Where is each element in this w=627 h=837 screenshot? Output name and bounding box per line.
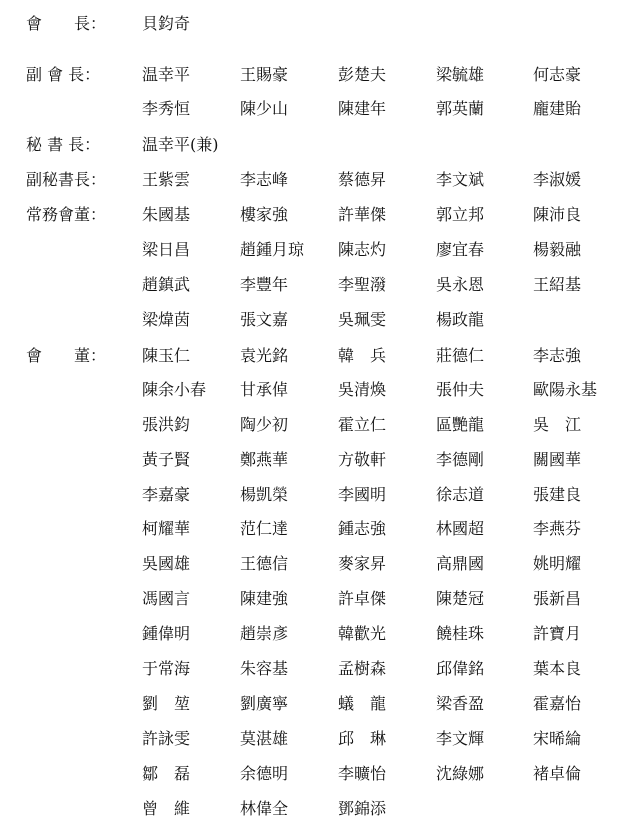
roster-row bbox=[0, 268, 627, 302]
member-name: 柯耀華 bbox=[142, 519, 191, 538]
member-name: 趙鎮武 bbox=[142, 275, 191, 294]
roster-row bbox=[0, 198, 627, 232]
member-name: 孟樹森 bbox=[338, 659, 387, 678]
member-name: 李文斌 bbox=[436, 170, 485, 189]
section-label: 會 長： bbox=[26, 14, 107, 33]
member-name: 徐志道 bbox=[436, 485, 485, 504]
member-name: 饒桂珠 bbox=[436, 624, 485, 643]
member-name: 趙鍾月琼 bbox=[240, 240, 305, 259]
member-name: 宋晞綸 bbox=[533, 729, 582, 748]
member-name: 甘承倬 bbox=[240, 380, 289, 399]
member-name: 吳永恩 bbox=[436, 275, 485, 294]
section-label: 秘 書 長： bbox=[26, 135, 101, 154]
member-name: 方敬軒 bbox=[338, 450, 387, 469]
member-name: 許詠雯 bbox=[142, 729, 191, 748]
member-name: 梁日昌 bbox=[142, 240, 191, 259]
member-name: 蟻 龍 bbox=[338, 694, 387, 713]
member-name: 邱偉銘 bbox=[436, 659, 485, 678]
member-name: 曾 維 bbox=[142, 799, 191, 818]
member-name: 莫湛雄 bbox=[240, 729, 289, 748]
member-name: 王紹基 bbox=[533, 275, 582, 294]
member-name: 朱容基 bbox=[240, 659, 289, 678]
member-name: 温幸平(兼) bbox=[142, 135, 219, 154]
section-label: 副 會 長： bbox=[26, 65, 101, 84]
member-name: 李秀恒 bbox=[142, 99, 191, 118]
member-name: 麥家昇 bbox=[338, 554, 387, 573]
member-name: 張仲夫 bbox=[436, 380, 485, 399]
member-name: 張新昌 bbox=[533, 589, 582, 608]
member-name: 霍立仁 bbox=[338, 415, 387, 434]
member-name: 陳沛良 bbox=[533, 205, 582, 224]
member-name: 韓 兵 bbox=[338, 346, 387, 365]
member-name: 李聖潑 bbox=[338, 275, 387, 294]
roster-row bbox=[0, 547, 627, 581]
member-name: 陳建年 bbox=[338, 99, 387, 118]
member-name: 王賜豪 bbox=[240, 65, 289, 84]
roster-row bbox=[0, 792, 627, 826]
section-label: 常務會董： bbox=[26, 205, 107, 224]
member-name: 鍾志強 bbox=[338, 519, 387, 538]
member-name: 劉 堃 bbox=[142, 694, 191, 713]
member-name: 許寶月 bbox=[533, 624, 582, 643]
roster-row bbox=[0, 128, 627, 162]
member-name: 于常海 bbox=[142, 659, 191, 678]
member-name: 龐建貽 bbox=[533, 99, 582, 118]
member-name: 林偉全 bbox=[240, 799, 289, 818]
member-name: 姚明耀 bbox=[533, 554, 582, 573]
member-name: 李曠怡 bbox=[338, 764, 387, 783]
member-name: 陳志灼 bbox=[338, 240, 387, 259]
member-name: 莊德仁 bbox=[436, 346, 485, 365]
member-name: 李國明 bbox=[338, 485, 387, 504]
roster-row bbox=[0, 92, 627, 126]
member-name: 梁香盈 bbox=[436, 694, 485, 713]
roster-row bbox=[0, 163, 627, 197]
member-name: 陳楚冠 bbox=[436, 589, 485, 608]
member-name: 李豐年 bbox=[240, 275, 289, 294]
member-name: 彭楚夫 bbox=[338, 65, 387, 84]
member-name: 歐陽永基 bbox=[533, 380, 598, 399]
member-name: 鄧錦添 bbox=[338, 799, 387, 818]
member-name: 張文嘉 bbox=[240, 310, 289, 329]
member-name: 區艷龍 bbox=[436, 415, 485, 434]
member-name: 鄭燕華 bbox=[240, 450, 289, 469]
member-name: 陳余小春 bbox=[142, 380, 207, 399]
roster-row bbox=[0, 652, 627, 686]
member-name: 郭英蘭 bbox=[436, 99, 485, 118]
member-name: 陶少初 bbox=[240, 415, 289, 434]
member-name: 李志強 bbox=[533, 346, 582, 365]
member-name: 褚卓倫 bbox=[533, 764, 582, 783]
member-name: 温幸平 bbox=[142, 65, 191, 84]
member-name: 李志峰 bbox=[240, 170, 289, 189]
member-name: 吳國雄 bbox=[142, 554, 191, 573]
roster-row bbox=[0, 58, 627, 92]
member-name: 范仁達 bbox=[240, 519, 289, 538]
member-name: 楊凱榮 bbox=[240, 485, 289, 504]
roster-row bbox=[0, 582, 627, 616]
member-name: 沈綠娜 bbox=[436, 764, 485, 783]
roster-row bbox=[0, 443, 627, 477]
member-name: 林國超 bbox=[436, 519, 485, 538]
member-name: 廖宜春 bbox=[436, 240, 485, 259]
member-name: 貝鈞奇 bbox=[142, 14, 191, 33]
member-name: 朱國基 bbox=[142, 205, 191, 224]
member-name: 葉本良 bbox=[533, 659, 582, 678]
member-name: 蔡德昇 bbox=[338, 170, 387, 189]
member-name: 張洪鈞 bbox=[142, 415, 191, 434]
member-name: 馮國言 bbox=[142, 589, 191, 608]
member-name: 張建良 bbox=[533, 485, 582, 504]
member-name: 何志豪 bbox=[533, 65, 582, 84]
roster-row bbox=[0, 617, 627, 651]
roster-row bbox=[0, 722, 627, 756]
roster-row bbox=[0, 512, 627, 546]
member-name: 吳清煥 bbox=[338, 380, 387, 399]
roster-row bbox=[0, 233, 627, 267]
roster-row bbox=[0, 757, 627, 791]
roster-row bbox=[0, 7, 627, 41]
roster-row bbox=[0, 478, 627, 512]
member-name: 邱 琳 bbox=[338, 729, 387, 748]
member-name: 許卓傑 bbox=[338, 589, 387, 608]
member-name: 鄒 磊 bbox=[142, 764, 191, 783]
roster-row bbox=[0, 687, 627, 721]
member-name: 吳 江 bbox=[533, 415, 582, 434]
member-name: 梁煒茵 bbox=[142, 310, 191, 329]
member-name: 王德信 bbox=[240, 554, 289, 573]
member-name: 吳珮雯 bbox=[338, 310, 387, 329]
member-name: 楊政龍 bbox=[436, 310, 485, 329]
roster-row bbox=[0, 373, 627, 407]
member-name: 霍嘉怡 bbox=[533, 694, 582, 713]
member-name: 陳玉仁 bbox=[142, 346, 191, 365]
member-name: 陳少山 bbox=[240, 99, 289, 118]
member-name: 高鼎國 bbox=[436, 554, 485, 573]
member-name: 余德明 bbox=[240, 764, 289, 783]
roster-row bbox=[0, 303, 627, 337]
member-name: 郭立邦 bbox=[436, 205, 485, 224]
member-name: 袁光銘 bbox=[240, 346, 289, 365]
roster-row bbox=[0, 408, 627, 442]
roster-row bbox=[0, 339, 627, 373]
member-name: 陳建強 bbox=[240, 589, 289, 608]
section-label: 會 董： bbox=[26, 346, 107, 365]
member-name: 楊毅融 bbox=[533, 240, 582, 259]
member-name: 劉廣寧 bbox=[240, 694, 289, 713]
member-name: 李燕芬 bbox=[533, 519, 582, 538]
member-name: 李文輝 bbox=[436, 729, 485, 748]
member-name: 關國華 bbox=[533, 450, 582, 469]
member-name: 李德剛 bbox=[436, 450, 485, 469]
member-name: 李淑媛 bbox=[533, 170, 582, 189]
member-name: 梁毓雄 bbox=[436, 65, 485, 84]
member-name: 趙崇彥 bbox=[240, 624, 289, 643]
section-label: 副秘書長： bbox=[26, 170, 107, 189]
member-name: 韓歡光 bbox=[338, 624, 387, 643]
member-name: 李嘉豪 bbox=[142, 485, 191, 504]
member-name: 樓家強 bbox=[240, 205, 289, 224]
member-name: 許華傑 bbox=[338, 205, 387, 224]
member-name: 黃子賢 bbox=[142, 450, 191, 469]
member-name: 鍾偉明 bbox=[142, 624, 191, 643]
member-name: 王紫雲 bbox=[142, 170, 191, 189]
